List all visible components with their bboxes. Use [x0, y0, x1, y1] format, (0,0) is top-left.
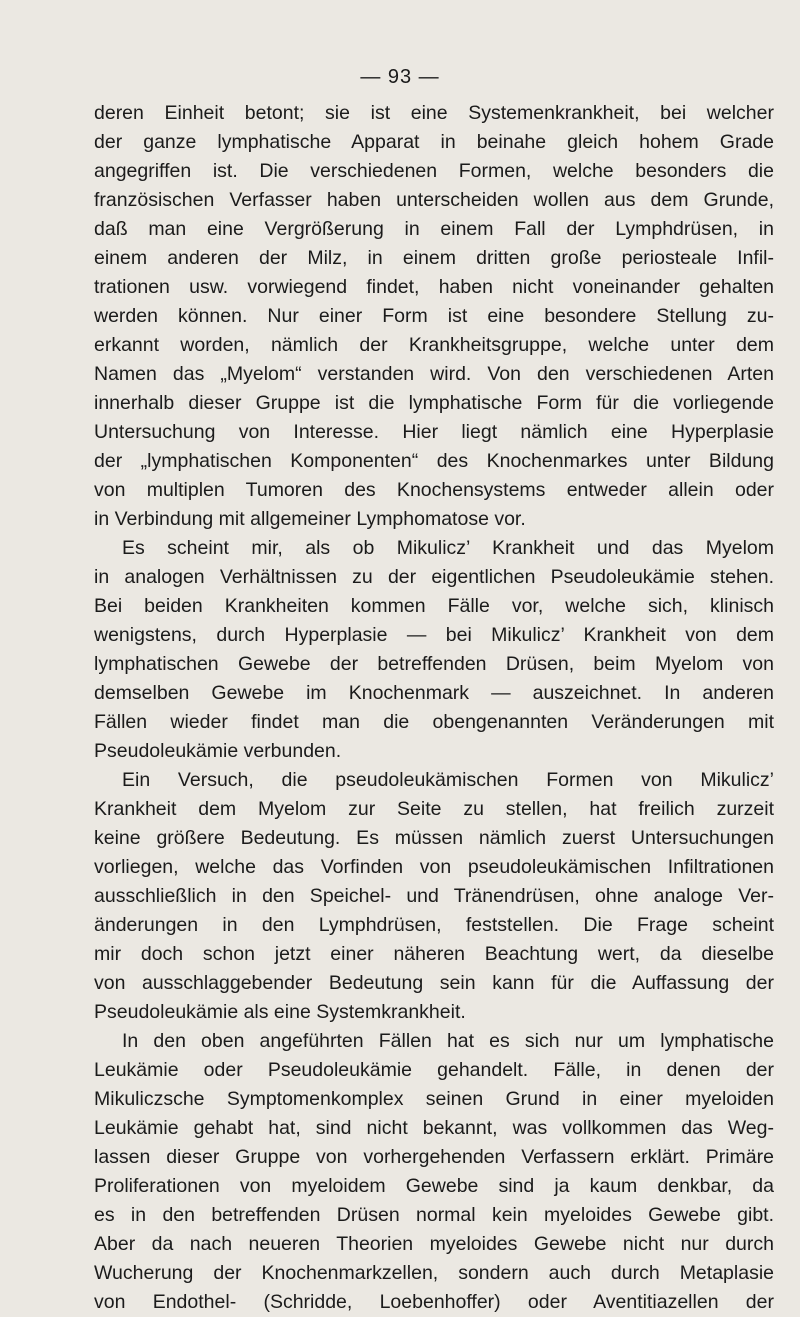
- page-number: — 93 —: [360, 66, 440, 88]
- text-line: Fällen wieder findet man die obengenannten Veränderungen mit: [94, 711, 774, 733]
- text-line: daß man eine Vergrößerung in einem Fall der Lymphdrüsen, in: [94, 218, 774, 240]
- text-line: Wucherung der Knochenmarkzellen, sondern auch durch Metaplasie: [94, 1262, 774, 1284]
- text-line: in Verbindung mit allgemeiner Lymphomatose vor.: [94, 508, 526, 530]
- text-line: änderungen in den Lymphdrüsen, feststellen. Die Frage scheint: [94, 914, 774, 936]
- text-line: von Endothel- (Schridde, Loebenhoffer) oder Aventitiazellen der: [94, 1291, 774, 1313]
- text-line: einem anderen der Milz, in einem dritten große periosteale Infil-: [94, 247, 774, 269]
- text-line: trationen usw. vorwiegend findet, haben nicht voneinander gehalten: [94, 276, 774, 298]
- text-line: französischen Verfasser haben unterscheiden wollen aus dem Grunde,: [94, 189, 774, 211]
- text-line: Bei beiden Krankheiten kommen Fälle vor, welche sich, klinisch: [94, 595, 774, 617]
- text-line: Aber da nach neueren Theorien myeloides Gewebe nicht nur durch: [94, 1233, 774, 1255]
- text-line: Es scheint mir, als ob Mikulicz’ Krankheit und das Myelom: [122, 537, 774, 559]
- text-line: demselben Gewebe im Knochenmark — auszeichnet. In anderen: [94, 682, 774, 704]
- text-line: der „lymphatischen Komponenten“ des Knochenmarkes unter Bildung: [94, 450, 774, 472]
- text-line: angegriffen ist. Die verschiedenen Formen, welche besonders die: [94, 160, 774, 182]
- text-line: In den oben angeführten Fällen hat es sich nur um lymphatische: [122, 1030, 774, 1052]
- text-line: lassen dieser Gruppe von vorhergehenden Verfassern erklärt. Primäre: [94, 1146, 774, 1168]
- text-line: Untersuchung von Interesse. Hier liegt nämlich eine Hyperplasie: [94, 421, 774, 443]
- text-line: Proliferationen von myeloidem Gewebe sind ja kaum denkbar, da: [94, 1175, 774, 1197]
- text-line: deren Einheit betont; sie ist eine Systemenkrankheit, bei welcher: [94, 102, 774, 124]
- text-line: ausschließlich in den Speichel- und Tränendrüsen, ohne analoge Ver-: [94, 885, 774, 907]
- text-line: werden können. Nur einer Form ist eine besondere Stellung zu-: [94, 305, 774, 327]
- text-line: Mikuliczsche Symptomenkomplex seinen Grund in einer myeloiden: [94, 1088, 774, 1110]
- body-text: [94, 99, 774, 1317]
- text-line: Namen das „Myelom“ verstanden wird. Von den verschiedenen Arten: [94, 363, 774, 385]
- text-line: von multiplen Tumoren des Knochensystems entweder allein oder: [94, 479, 774, 501]
- text-line: Leukämie oder Pseudoleukämie gehandelt. Fälle, in denen der: [94, 1059, 774, 1081]
- text-line: lymphatischen Gewebe der betreffenden Drüsen, beim Myelom von: [94, 653, 774, 675]
- text-line: Krankheit dem Myelom zur Seite zu stellen, hat freilich zurzeit: [94, 798, 774, 820]
- text-line: mir doch schon jetzt einer näheren Beachtung wert, da dieselbe: [94, 943, 774, 965]
- text-line: in analogen Verhältnissen zu der eigentlichen Pseudoleukämie stehen.: [94, 566, 774, 588]
- text-line: der ganze lymphatische Apparat in beinahe gleich hohem Grade: [94, 131, 774, 153]
- text-line: Pseudoleukämie als eine Systemkrankheit.: [94, 1001, 466, 1023]
- text-line: vorliegen, welche das Vorfinden von pseudoleukämischen Infiltrationen: [94, 856, 774, 878]
- text-line: keine größere Bedeutung. Es müssen nämlich zuerst Untersuchungen: [94, 827, 774, 849]
- text-line: Ein Versuch, die pseudoleukämischen Formen von Mikulicz’: [122, 769, 774, 791]
- text-line: es in den betreffenden Drüsen normal kein myeloides Gewebe gibt.: [94, 1204, 774, 1226]
- text-line: innerhalb dieser Gruppe ist die lymphatische Form für die vorliegende: [94, 392, 774, 414]
- text-line: wenigstens, durch Hyperplasie — bei Mikulicz’ Krankheit von dem: [94, 624, 774, 646]
- text-line: Pseudoleukämie verbunden.: [94, 740, 342, 762]
- text-line: erkannt worden, nämlich der Krankheitsgruppe, welche unter dem: [94, 334, 774, 356]
- text-line: Leukämie gehabt hat, sind nicht bekannt, was vollkommen das Weg-: [94, 1117, 774, 1139]
- text-line: von ausschlaggebender Bedeutung sein kann für die Auffassung der: [94, 972, 774, 994]
